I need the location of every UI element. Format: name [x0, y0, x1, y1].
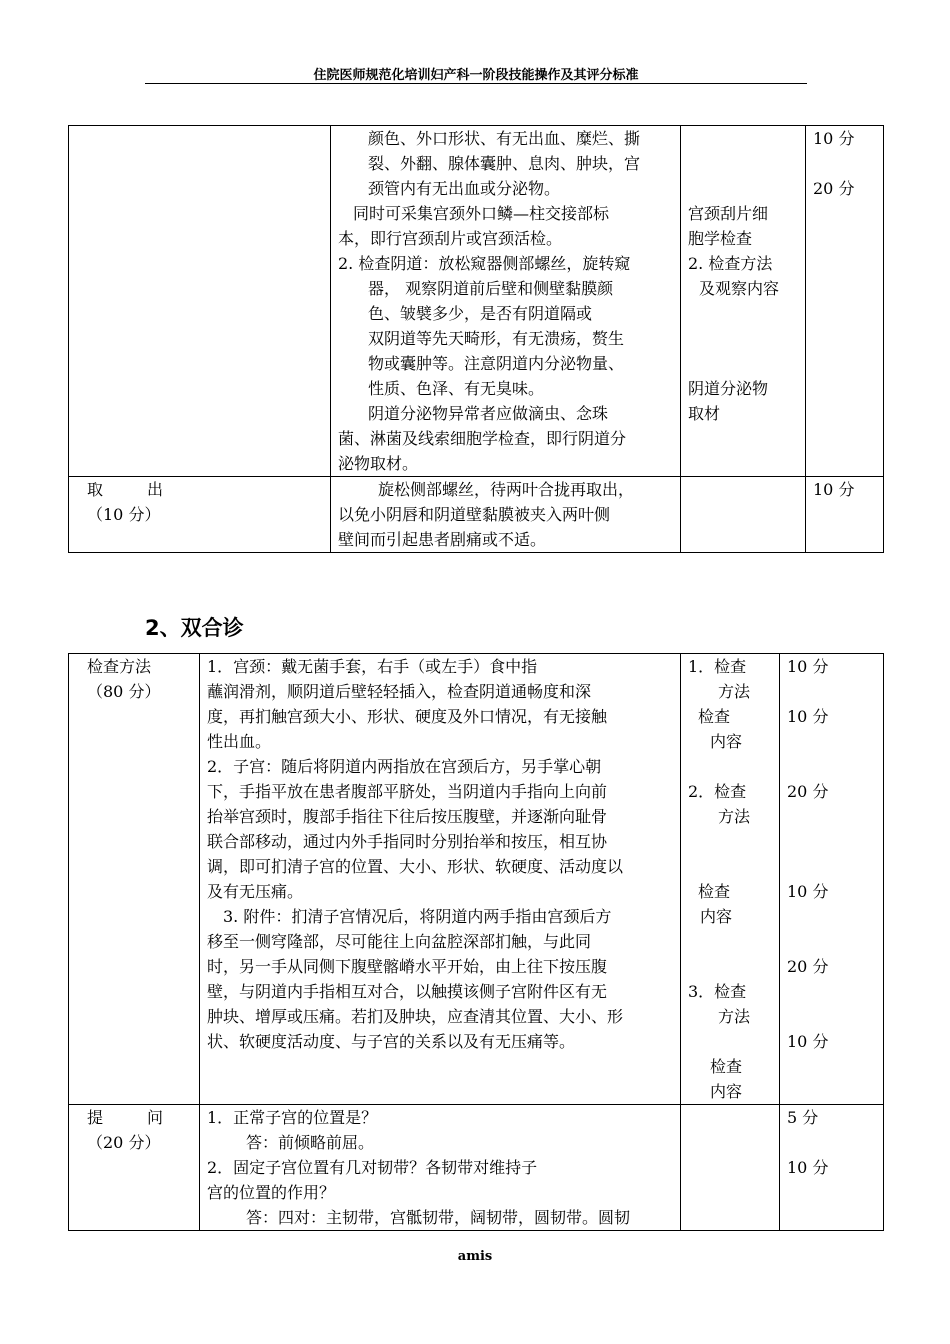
- content-line: 状、软硬度活动度、与子宫的关系以及有无压痛等。: [207, 1032, 576, 1051]
- content-line: 2. 检查阴道：放松窥器侧部螺丝，旋转窥: [338, 254, 631, 273]
- page-header-title: 住院医师规范化培训妇产科一阶段技能操作及其评分标准: [313, 68, 639, 83]
- note-line: 内容: [710, 1082, 743, 1101]
- notes-cell: [681, 654, 780, 1105]
- content-line: 物或囊肿等。注意阴道内分泌物量、: [368, 354, 625, 373]
- content-line: 度，再扪触宫颈大小、形状、硬度及外口情况，有无接触: [207, 707, 608, 726]
- content-line: 阴道分泌物异常者应做滴虫、念珠: [368, 404, 609, 423]
- table-row: [69, 654, 884, 1105]
- notes-cell: [681, 477, 806, 553]
- notes-cell: [681, 1105, 780, 1231]
- score-cell: [780, 1105, 884, 1231]
- section-title: 2、双合诊: [145, 616, 244, 640]
- content-line: 答：前倾略前屈。: [246, 1133, 375, 1152]
- note-line: 内容: [710, 732, 743, 751]
- content-line: 本，即行宫颈刮片或宫颈活检。: [338, 229, 563, 248]
- row-label: 检查方法: [87, 657, 152, 676]
- content-line: 调，即可扪清子宫的位置、大小、形状、软硬度、活动度以: [207, 857, 624, 876]
- content-line: 下，手指平放在患者腹部平脐处，当阴道内手指向上向前: [207, 782, 608, 801]
- score-value: 10 分: [787, 657, 829, 676]
- content-line: 3. 附件：扪清子宫情况后，将阴道内两手指由宫颈后方: [223, 907, 612, 926]
- row-label: 提: [87, 1108, 104, 1127]
- content-line: 壁间而引起患者剧痛或不适。: [338, 530, 547, 549]
- score-cell: [780, 654, 884, 1105]
- score-value: 20 分: [787, 957, 829, 976]
- row-label: 取: [87, 480, 104, 499]
- table-row: [69, 477, 884, 553]
- content-line: 肿块、增厚或压痛。若扪及肿块，应查清其位置、大小、形: [207, 1007, 624, 1026]
- score-cell: [806, 126, 884, 477]
- row-label: 问: [146, 1108, 163, 1127]
- row-label: 出: [146, 480, 163, 499]
- row-label-cell: [69, 654, 200, 1105]
- content-cell: [200, 1105, 681, 1231]
- content-line: 旋松侧部螺丝，待两叶合拢再取出，: [378, 480, 635, 499]
- content-line: 裂、外翻、腺体囊肿、息肉、肿块，宫: [368, 154, 641, 173]
- content-line: 器， 观察阴道前后壁和侧壁黏膜颜: [368, 279, 614, 298]
- content-line: 色、皱襞多少，是否有阴道隔或: [368, 304, 593, 323]
- content-line: 移至一侧穹隆部，尽可能往上向盆腔深部扪触，与此同: [207, 932, 592, 951]
- content-line: 抬举宫颈时，腹部手指往下往后按压腹壁，并逐渐向耻骨: [207, 807, 608, 826]
- content-line: 菌、淋菌及线索细胞学检查，即行阴道分: [338, 429, 627, 448]
- score-value: 5 分: [787, 1108, 819, 1127]
- content-line: 泌物取材。: [338, 454, 419, 473]
- note-line: 胞学检查: [688, 229, 753, 248]
- content-line: 颈管内有无出血或分泌物。: [368, 179, 561, 198]
- content-line: 同时可采集宫颈外口鳞—柱交接部标: [353, 204, 610, 223]
- page-footer: amis: [457, 1249, 493, 1264]
- score-value: 10 分: [787, 707, 829, 726]
- note-line: 检查: [698, 882, 731, 901]
- content-line: 联合部移动，通过内外手指同时分别抬举和按压，相互协: [207, 832, 608, 851]
- note-line: 及观察内容: [699, 279, 780, 298]
- content-line: 壁，与阴道内手指相互对合，以触摸该侧子宫附件区有无: [207, 982, 608, 1001]
- score-value: 10 分: [787, 1032, 829, 1051]
- content-line: 1．宫颈：戴无菌手套，右手（或左手）食中指: [207, 657, 538, 676]
- content-line: 蘸润滑剂，顺阴道后壁轻轻插入，检查阴道通畅度和深: [207, 682, 592, 701]
- content-line: 性质、色泽、有无臭味。: [368, 379, 545, 398]
- content-cell: [200, 654, 681, 1105]
- score-value: 10 分: [813, 480, 855, 499]
- note-line: 2．检查: [688, 782, 747, 801]
- content-line: 答：四对：主韧带，宫骶韧带，阔韧带，圆韧带。圆韧: [246, 1208, 631, 1227]
- speculum-exam-table: [68, 125, 884, 553]
- score-value: 10 分: [813, 129, 855, 148]
- note-line: 1．检查: [688, 657, 747, 676]
- note-line: 方法: [718, 807, 751, 826]
- content-line: 2．子宫：随后将阴道内两指放在宫颈后方，另手掌心朝: [207, 757, 602, 776]
- row-label-cell: [69, 126, 331, 477]
- notes-cell: [681, 126, 806, 477]
- row-label-score: （10 分）: [87, 505, 161, 524]
- score-value: 20 分: [787, 782, 829, 801]
- note-line: 2. 检查方法: [688, 254, 773, 273]
- note-line: 3．检查: [688, 982, 747, 1001]
- row-label-score: （80 分）: [87, 682, 161, 701]
- note-line: 阴道分泌物: [688, 379, 769, 398]
- content-line: 双阴道等先天畸形，有无溃疡，赘生: [368, 329, 625, 348]
- score-value: 10 分: [787, 882, 829, 901]
- score-value: 20 分: [813, 179, 855, 198]
- content-line: 宫的位置的作用？: [207, 1183, 336, 1202]
- row-label-score: （20 分）: [87, 1133, 161, 1152]
- content-line: 性出血。: [207, 732, 272, 751]
- content-line: 及有无压痛。: [207, 882, 304, 901]
- header-divider: [145, 83, 807, 84]
- row-label-cell: [69, 1105, 200, 1231]
- score-value: 10 分: [787, 1158, 829, 1177]
- content-line: 时，另一手从同侧下腹壁髂嵴水平开始，由上往下按压腹: [207, 957, 608, 976]
- table-row: [69, 1105, 884, 1231]
- table-row: [69, 126, 884, 477]
- note-line: 检查: [698, 707, 731, 726]
- bimanual-exam-table: [68, 653, 884, 1231]
- row-label-cell: [69, 477, 331, 553]
- note-line: 检查: [710, 1057, 743, 1076]
- content-cell: [331, 126, 681, 477]
- note-line: 取材: [688, 404, 721, 423]
- note-line: 内容: [700, 907, 733, 926]
- content-line: 2．固定子宫位置有几对韧带？各韧带对维持子: [207, 1158, 538, 1177]
- content-cell: [331, 477, 681, 553]
- content-line: 颜色、外口形状、有无出血、糜烂、撕: [368, 129, 641, 148]
- note-line: 方法: [718, 682, 751, 701]
- note-line: 方法: [718, 1007, 751, 1026]
- content-line: 1．正常子宫的位置是？: [207, 1108, 378, 1127]
- content-line: 以免小阴唇和阴道壁黏膜被夹入两叶侧: [338, 505, 611, 524]
- score-cell: [806, 477, 884, 553]
- note-line: 宫颈刮片细: [688, 204, 769, 223]
